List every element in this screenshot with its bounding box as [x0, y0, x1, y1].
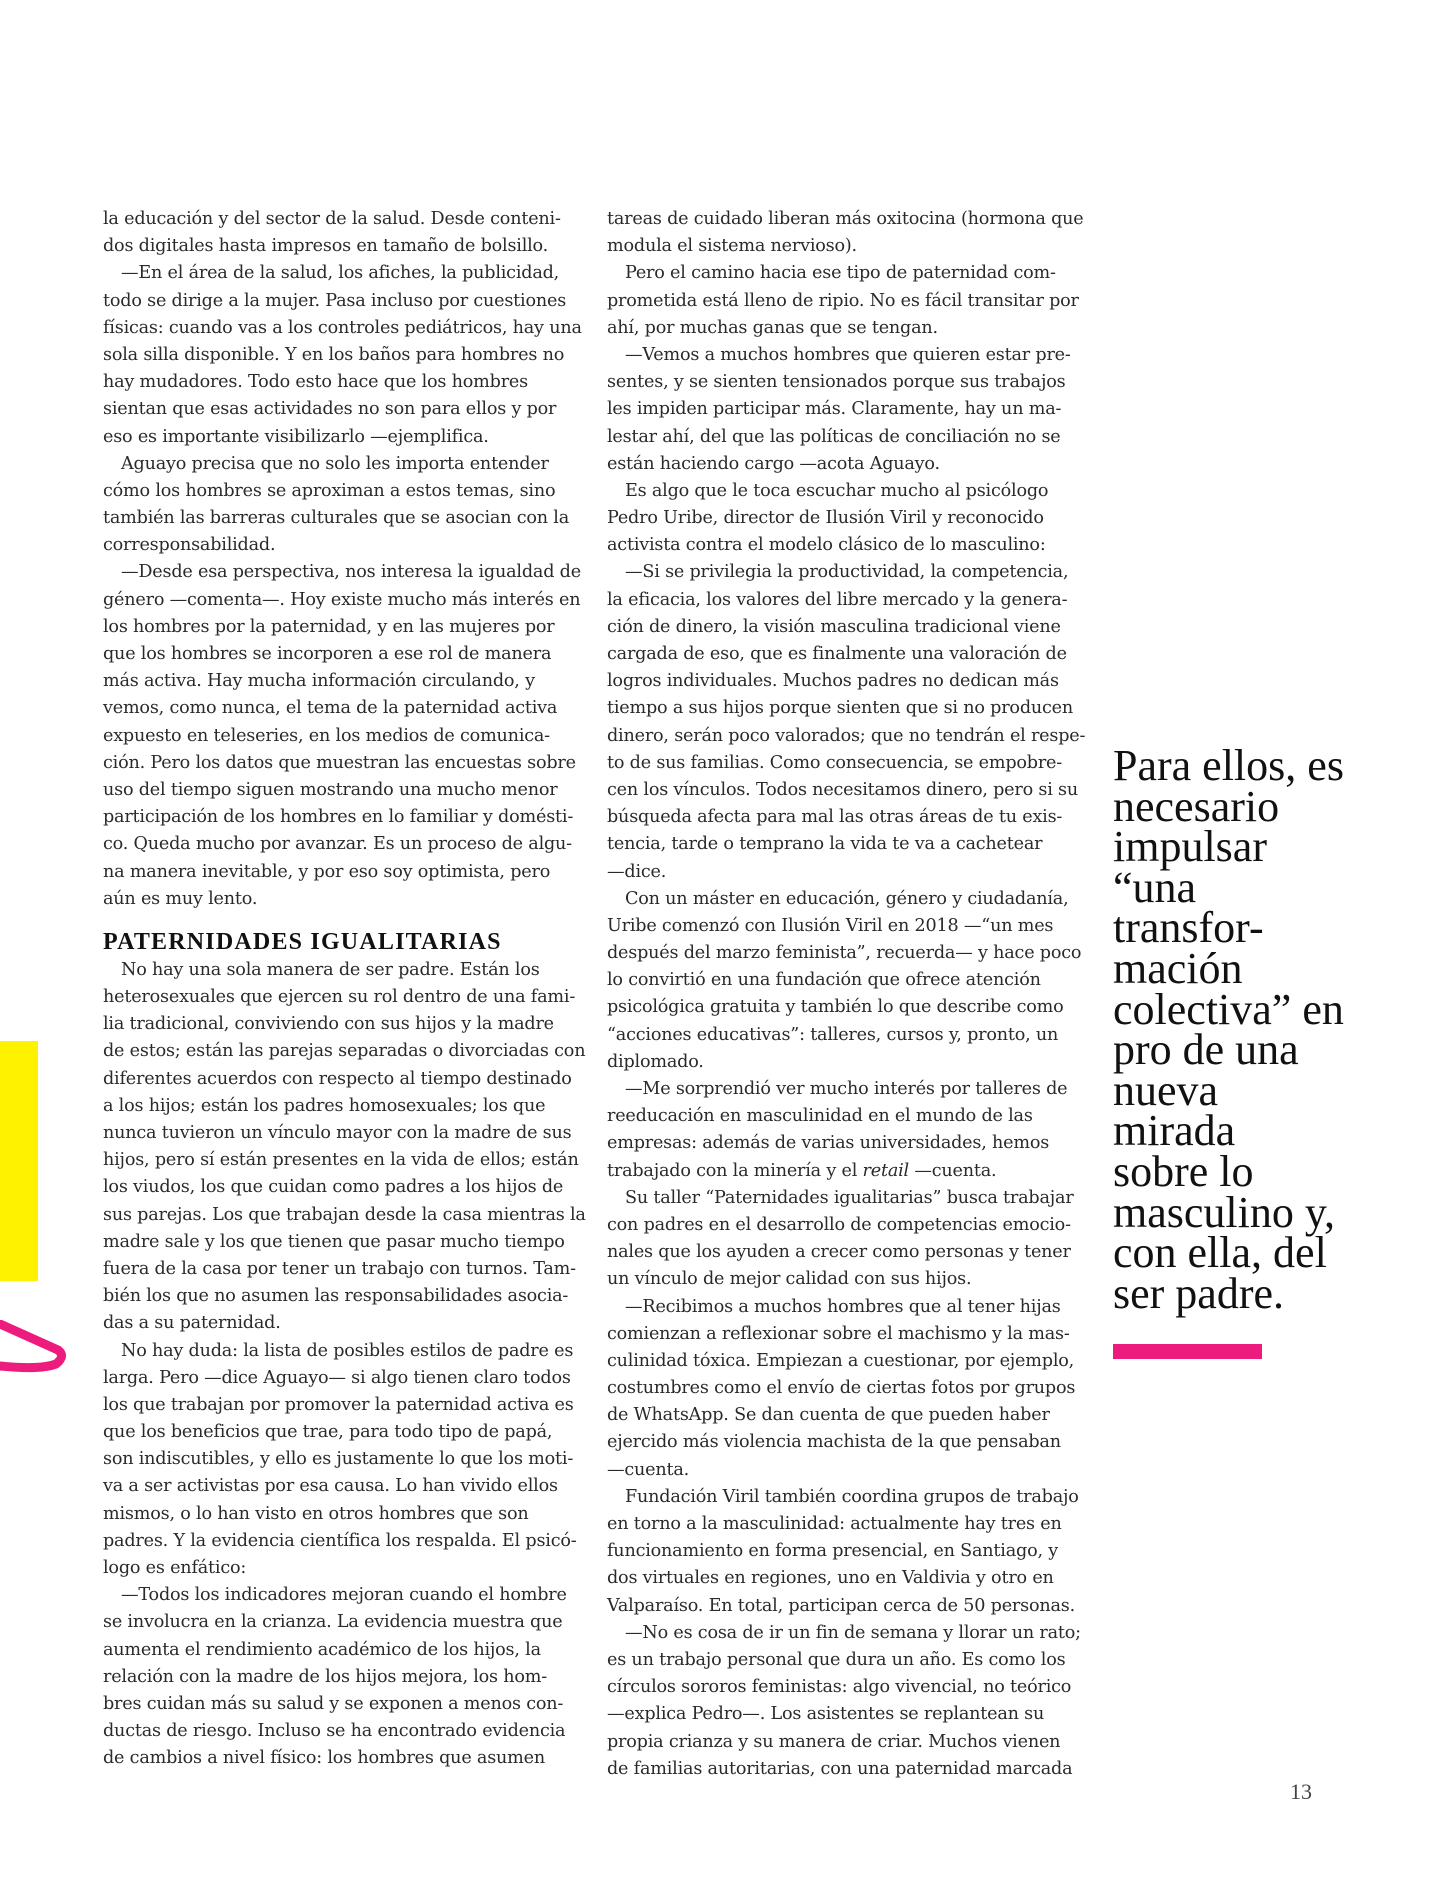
text-line: los que trabajan por promover la paternidad activa es [103, 1394, 574, 1415]
text-line: participación de los hombres en lo familiar y domésti- [103, 807, 574, 828]
text-line: de estos; están las parejas separadas o divorciadas con [103, 1041, 586, 1062]
text-line: son indiscutibles, y ello es justamente lo que los moti- [103, 1449, 574, 1470]
page-number: 13 [1290, 1779, 1312, 1804]
text-line: bién los que no asumen las responsabilidades asocia- [103, 1286, 569, 1307]
text-line: dos digitales hasta impresos en tamaño de bolsillo. [103, 236, 549, 257]
text-line: mismos, o lo han visto en otros hombres que son [103, 1503, 529, 1524]
text-line: cómo los hombres se aproximan a estos temas, sino [103, 480, 556, 501]
text-line: Con un máster en educación, género y ciudadanía, [625, 888, 1069, 909]
text-line: das a su paternidad. [103, 1313, 281, 1334]
text-line: reeducación en masculinidad en el mundo de las [607, 1106, 1033, 1127]
text-line: cargada de eso, que es finalmente una valoración de [607, 644, 1067, 664]
text-line: sentes, y se sienten tensionados porque sus trabajos [607, 372, 1066, 393]
text-line: —Si se privilegia la productividad, la competencia, [625, 562, 1069, 583]
text-line: to de sus familias. Como consecuencia, se empobre- [607, 752, 1063, 773]
text-line: lestar ahí, del que las políticas de conciliación no se [607, 426, 1061, 447]
text-line: Pero el camino hacia ese tipo de paternidad com- [625, 263, 1056, 284]
text-line: eso es importante visibilizarlo —ejemplifica. [103, 426, 489, 447]
pull-quote-line: mación [1113, 943, 1243, 993]
text-line: trabajado con la minería y el retail —cuenta. [607, 1160, 997, 1181]
text-line: padres. Y la evidencia científica los respalda. El psicó- [103, 1530, 577, 1551]
pull-quote-line: nueva [1113, 1065, 1219, 1115]
article-column-middle [607, 206, 1090, 1783]
text-line: están haciendo cargo —acota Aguayo. [607, 453, 940, 474]
pull-quote-line: “una [1113, 862, 1197, 912]
text-line: —cuenta. [607, 1459, 690, 1480]
text-line: uso del tiempo siguen mostrando una mucho menor [103, 779, 558, 800]
text-line: fuera de la casa por tener un trabajo con turnos. Tam- [103, 1258, 576, 1279]
text-line: —Vemos a muchos hombres que quieren estar pre- [625, 344, 1071, 365]
text-line: bres cuidan más su salud y se exponen a menos con- [103, 1693, 564, 1714]
text-line: No hay una sola manera de ser padre. Están los [121, 959, 540, 980]
text-line: —dice. [607, 861, 667, 882]
text-line: —explica Pedro—. Los asistentes se replantean su [607, 1704, 1045, 1725]
pull-quote-line: sobre lo [1113, 1146, 1254, 1196]
text-line: heterosexuales que ejercen su rol dentro de una fami- [103, 987, 576, 1008]
text-line: es un trabajo personal que dura un año. Es como los [607, 1649, 1066, 1670]
text-line: ahí, por muchas ganas que se tengan. [607, 317, 938, 338]
text-line: aumenta el rendimiento académico de los hijos, la [103, 1639, 541, 1660]
text-line: co. Queda mucho por avanzar. Es un proceso de algu- [103, 834, 572, 855]
text-line: de cambios a nivel físico: los hombres que asumen [103, 1748, 545, 1769]
text-line: Su taller “Paternidades igualitarias” busca trabajar [625, 1187, 1074, 1208]
pull-quote-line: con ella, del [1113, 1228, 1327, 1278]
text-line: —Desde esa perspectiva, nos interesa la igualdad de [121, 562, 581, 583]
text-line: comienzan a reflexionar sobre el machismo y la mas- [607, 1323, 1070, 1344]
text-line: nunca tuvieron un vínculo mayor con la madre de sus [103, 1123, 572, 1143]
text-line: relación con la madre de los hijos mejora, los hom- [103, 1666, 548, 1687]
text-line: Aguayo precisa que no solo les importa entender [121, 453, 549, 474]
text-line: físicas: cuando vas a los controles pediátricos, hay una [103, 317, 582, 338]
text-line: Es algo que le toca escuchar mucho al psicólogo [625, 480, 1049, 501]
text-line: Uribe comenzó con Ilusión Viril en 2018 —“un mes [607, 915, 1054, 936]
text-line: diferentes acuerdos con respecto al tiempo destinado [103, 1068, 572, 1089]
text-line: ción de dinero, la visión masculina tradicional viene [607, 616, 1061, 637]
text-line: —No es cosa de ir un fin de semana y llorar un rato; [625, 1622, 1081, 1643]
text-line: culinidad tóxica. Empiezan a cuestionar, por ejemplo, [607, 1350, 1075, 1371]
text-line: ción. Pero los datos que muestran las encuestas sobre [103, 752, 576, 773]
text-line: hay mudadores. Todo esto hace que los hombres [103, 372, 528, 393]
pink-decorative-shape [0, 1320, 70, 1390]
text-line: cen los vínculos. Todos necesitamos dinero, pero si su [607, 779, 1079, 800]
pull-quote-line: masculino y, [1113, 1187, 1335, 1237]
pull-quote-underline [1113, 1344, 1262, 1359]
text-line: más activa. Hay mucha información circulando, y [103, 671, 535, 692]
text-line: empresas: además de varias universidades, hemos [607, 1133, 1050, 1154]
text-line: la educación y del sector de la salud. Desde conteni- [103, 209, 561, 229]
article-column-left [103, 206, 585, 1773]
text-line: hijos, pero sí están presentes en la vida de ellos; están [103, 1150, 579, 1171]
text-line: modula el sistema nervioso). [607, 236, 857, 257]
text-line: que los hombres se incorporen a ese rol de manera [103, 644, 552, 664]
text-line: prometida está lleno de ripio. No es fácil transitar por [607, 290, 1079, 311]
text-line: costumbres como el envío de ciertas fotos por grupos [607, 1378, 1076, 1399]
text-line: dos virtuales en regiones, uno en Valdivia y otro en [607, 1568, 1054, 1589]
text-line: corresponsabilidad. [103, 535, 276, 556]
text-line: género —comenta—. Hoy existe mucho más interés en [103, 589, 581, 610]
text-line: también las barreras culturales que se asocian con la [103, 508, 570, 529]
text-line: círculos sororos feministas: algo vivencial, no teórico [607, 1677, 1072, 1698]
pull-quote-line: pro de una [1113, 1025, 1299, 1075]
text-line: logros individuales. Muchos padres no dedican más [607, 671, 1059, 692]
text-line: —Todos los indicadores mejoran cuando el hombre [121, 1585, 567, 1606]
pull-quote-line: transfor- [1113, 903, 1264, 953]
text-line: lia tradicional, conviviendo con sus hijos y la madre [103, 1014, 554, 1035]
text-line: de familias autoritarias, con una paternidad marcada [607, 1758, 1073, 1779]
text-line: después del marzo feminista”, recuerda— y hace poco [607, 943, 1082, 964]
text-line: Pedro Uribe, director de Ilusión Viril y reconocido [607, 508, 1044, 529]
text-line: activista contra el modelo clásico de lo masculino: [607, 535, 1046, 556]
text-line: sus parejas. Los que trabajan desde la casa mientras la [103, 1204, 586, 1225]
text-line: sientan que esas actividades no son para ellos y por [103, 399, 557, 420]
pull-quote-line: impulsar [1113, 822, 1267, 872]
pull-quote-line: ser padre. [1113, 1268, 1285, 1318]
text-line: va a ser activistas por esa causa. Lo han vivido ellos [103, 1476, 558, 1497]
column-left-section-paragraphs [103, 957, 585, 1773]
text-line: psicológica gratuita y también lo que describe como [607, 997, 1064, 1018]
pull-quote-line: colectiva” en [1113, 984, 1344, 1034]
text-line: tiempo a sus hijos porque sienten que si no producen [607, 698, 1074, 719]
text-line: en torno a la masculinidad: actualmente hay tres en [607, 1514, 1062, 1534]
text-line: búsqueda afecta para mal las otras áreas de tu exis- [607, 807, 1063, 828]
text-line: logo es enfático: [103, 1558, 247, 1578]
text-line: funcionamiento en forma presencial, en Santiago, y [607, 1541, 1059, 1562]
pull-quote-line: mirada [1113, 1106, 1236, 1156]
text-line: na manera inevitable, y por eso soy optimista, pero [103, 861, 551, 882]
section-heading: PATERNIDADES IGUALITARIAS [103, 928, 502, 955]
text-line: ejercido más violencia machista de la que pensaban [607, 1432, 1061, 1453]
pull-quote-line: necesario [1113, 781, 1280, 831]
text-line: tencia, tarde o temprano la vida te va a cachetear [607, 834, 1043, 855]
text-line: —En el área de la salud, los afiches, la publicidad, [121, 263, 560, 284]
text-line: les impiden participar más. Claramente, hay un ma- [607, 399, 1062, 420]
text-line: sola silla disponible. Y en los baños para hombres no [103, 344, 565, 365]
text-line: expuesto en teleseries, en los medios de comunica- [103, 725, 550, 746]
text-line: Valparaíso. En total, participan cerca de 50 personas. [607, 1595, 1076, 1616]
text-line: dinero, serán poco valorados; que no tendrán el respe- [607, 725, 1086, 746]
text-line: un vínculo de mejor calidad con sus hijos. [607, 1269, 972, 1290]
text-line: —Me sorprendió ver mucho interés por talleres de [625, 1079, 1068, 1099]
text-line: ductas de riesgo. Incluso se ha encontrado evidencia [103, 1721, 566, 1742]
text-line: que los beneficios que trae, para todo tipo de papá, [103, 1422, 553, 1443]
text-line: tareas de cuidado liberan más oxitocina (hormona que [607, 209, 1084, 229]
pull-quote [1113, 741, 1413, 1318]
text-line: los viudos, los que cuidan como padres a los hijos de [103, 1177, 564, 1198]
pull-quote-line: Para ellos, es [1113, 741, 1344, 790]
text-line: nales que los ayuden a crecer como personas y tener [607, 1242, 1071, 1263]
text-line: —Recibimos a muchos hombres que al tener hijas [625, 1296, 1061, 1317]
text-line: larga. Pero —dice Aguayo— si algo tienen claro todos [103, 1367, 571, 1388]
text-line: de WhatsApp. Se dan cuenta de que pueden haber [607, 1405, 1050, 1426]
text-line: lo convirtió en una fundación que ofrece atención [607, 970, 1041, 991]
text-line: No hay duda: la lista de posibles estilos de padre es [121, 1340, 574, 1361]
yellow-decorative-strip [0, 1041, 38, 1281]
text-line: todo se dirige a la mujer. Pasa incluso por cuestiones [103, 290, 567, 311]
text-line: la eficacia, los valores del libre mercado y la genera- [607, 589, 1068, 610]
text-line: Fundación Viril también coordina grupos de trabajo [625, 1486, 1079, 1507]
text-line: con padres en el desarrollo de competencias emocio- [607, 1214, 1071, 1235]
column-left-paragraphs [103, 206, 585, 913]
text-line: aún es muy lento. [103, 888, 258, 909]
text-line: a los hijos; están los padres homosexuales; los que [103, 1095, 546, 1116]
text-line: vemos, como nunca, el tema de la paternidad activa [103, 698, 558, 719]
text-line: se involucra en la crianza. La evidencia muestra que [103, 1612, 563, 1633]
text-line: los hombres por la paternidad, y en las mujeres por [103, 616, 555, 637]
text-line: propia crianza y su manera de criar. Muchos vienen [607, 1731, 1061, 1752]
text-line: “acciones educativas”: talleres, cursos y, pronto, un [607, 1024, 1059, 1045]
text-line: diplomado. [607, 1051, 704, 1072]
text-line: madre sale y los que tienen que pasar mucho tiempo [103, 1231, 565, 1252]
